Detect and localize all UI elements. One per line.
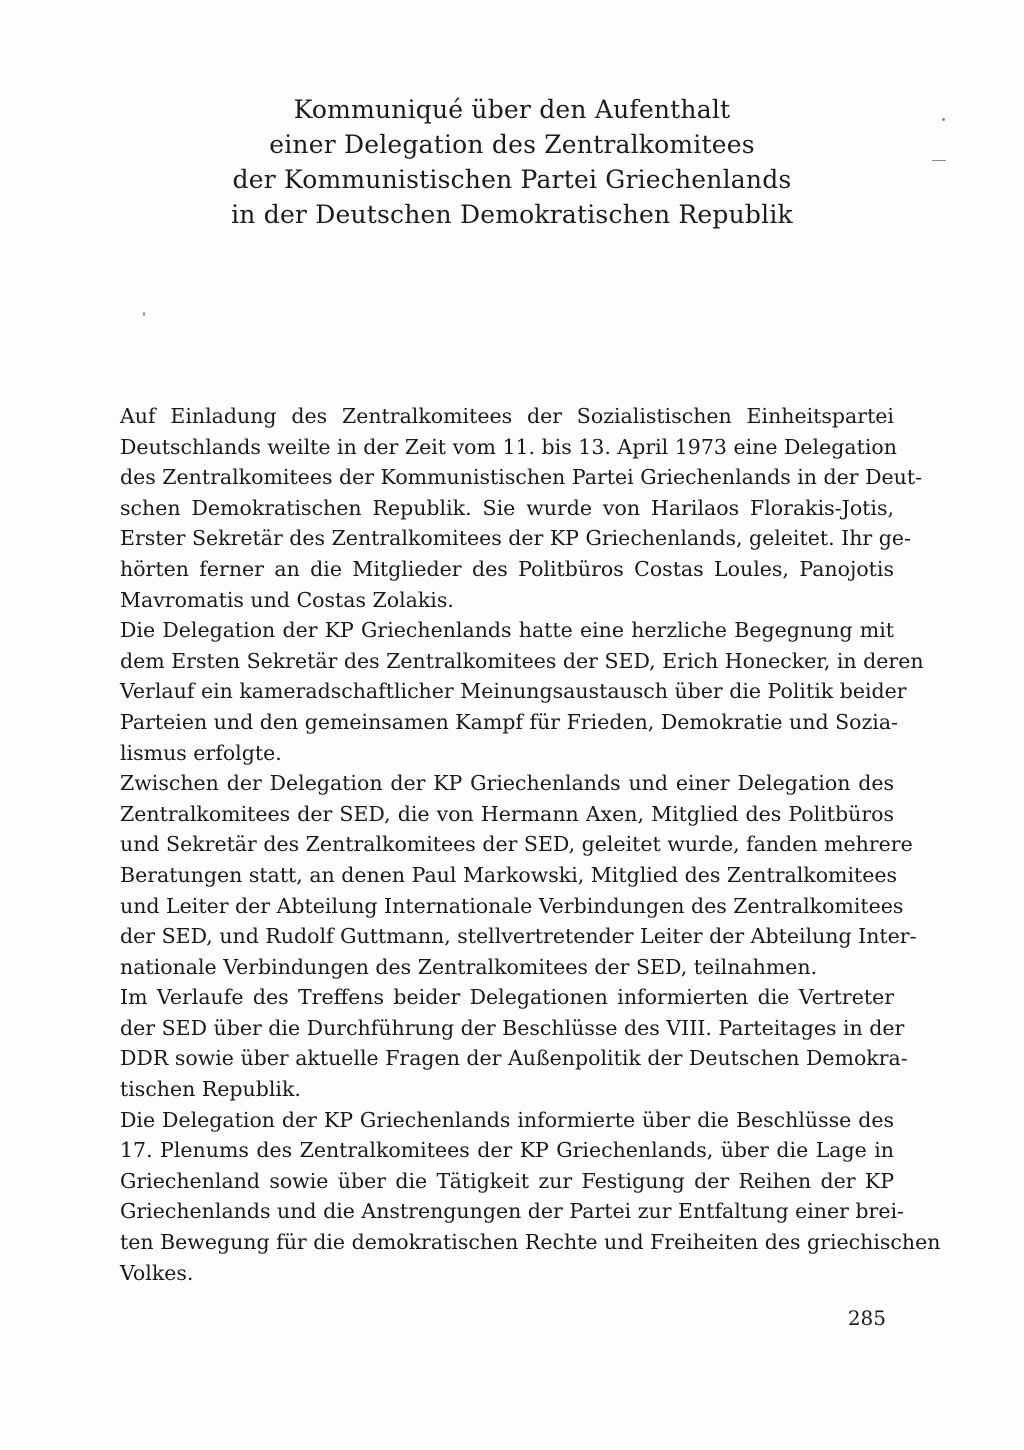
text-line: des Zentralkomitees der Kommunistischen Partei Griechenlands in der Deut-	[120, 465, 923, 490]
paragraph-1	[120, 401, 923, 615]
text-line: DDR sowie über aktuelle Fragen der Außenpolitik der Deutschen Demokra-	[120, 1046, 908, 1071]
text-line: lismus erfolgte.	[120, 740, 282, 765]
text-line: Parteien und den gemeinsamen Kampf für Frieden, Demokratie und Sozia-	[120, 709, 898, 734]
text-line: Erster Sekretär des Zentralkomitees der KP Griechenlands, geleitet. Ihr ge-	[120, 526, 911, 551]
document-title	[0, 92, 1024, 232]
scan-speck	[932, 160, 946, 161]
text-line: Deutschlands weilte in der Zeit vom 11. bis 13. April 1973 eine Delegation	[120, 434, 897, 459]
text-line: 17. Plenums des Zentralkomitees der KP Griechenlands, über die Lage in	[120, 1138, 894, 1163]
scan-speck	[143, 312, 145, 316]
text-line: Mavromatis und Costas Zolakis.	[120, 587, 454, 612]
text-line: schen Demokratischen Republik. Sie wurde von Harilaos Florakis-Jotis,	[120, 495, 894, 520]
text-line: Zwischen der Delegation der KP Griechenlands und einer Delegation des	[120, 771, 894, 796]
text-line: dem Ersten Sekretär des Zentralkomitees der SED, Erich Honecker, in deren	[120, 648, 924, 673]
paragraph-4	[120, 982, 908, 1104]
text-line: der SED über die Durchführung der Beschlüsse des VIII. Parteitages in der	[120, 1015, 905, 1040]
text-line: ten Bewegung für die demokratischen Rechte und Freiheiten des griechischen	[120, 1230, 941, 1255]
text-line: Volkes.	[120, 1260, 194, 1285]
title-line: der Kommunistischen Partei Griechenlands	[232, 165, 792, 194]
page-number: 285	[847, 1306, 886, 1330]
body-text	[120, 401, 941, 1288]
scan-speck	[942, 118, 945, 121]
text-line: Beratungen statt, an denen Paul Markowski, Mitglied des Zentralkomitees	[120, 862, 898, 887]
paragraph-2	[120, 615, 924, 768]
text-line: Verlauf ein kameradschaftlicher Meinungsaustausch über die Politik beider	[120, 679, 907, 704]
text-line: der SED, und Rudolf Guttmann, stellvertretender Leiter der Abteilung Inter-	[120, 924, 917, 949]
text-line: tischen Republik.	[120, 1077, 301, 1102]
text-line: nationale Verbindungen des Zentralkomitees der SED, teilnahmen.	[120, 954, 818, 979]
text-line: Griechenland sowie über die Tätigkeit zur Festigung der Reihen der KP	[120, 1168, 894, 1193]
text-line: Griechenlands und die Anstrengungen der Partei zur Entfaltung einer brei-	[120, 1199, 904, 1224]
title-line: einer Delegation des Zentralkomitees	[269, 130, 755, 159]
text-line: Die Delegation der KP Griechenlands informierte über die Beschlüsse des	[120, 1107, 894, 1132]
paragraph-3	[120, 768, 917, 982]
text-line: Die Delegation der KP Griechenlands hatte eine herzliche Begegnung mit	[120, 618, 894, 643]
text-line: Zentralkomitees der SED, die von Hermann Axen, Mitglied des Politbüros	[120, 801, 894, 826]
text-line: und Leiter der Abteilung Internationale Verbindungen des Zentralkomitees	[120, 893, 904, 918]
text-line: Auf Einladung des Zentralkomitees der Sozialistischen Einheitspartei	[120, 404, 894, 428]
title-line: Kommuniqué über den Aufenthalt	[293, 95, 731, 124]
text-line: und Sekretär des Zentralkomitees der SED, geleitet wurde, fanden mehrere	[120, 832, 913, 857]
title-line: in der Deutschen Demokratischen Republik	[231, 200, 793, 229]
text-line: hörten ferner an die Mitglieder des Politbüros Costas Loules, Panojotis	[120, 556, 894, 581]
text-line: Im Verlaufe des Treffens beider Delegationen informierten die Vertreter	[120, 985, 894, 1010]
paragraph-5	[120, 1105, 941, 1289]
